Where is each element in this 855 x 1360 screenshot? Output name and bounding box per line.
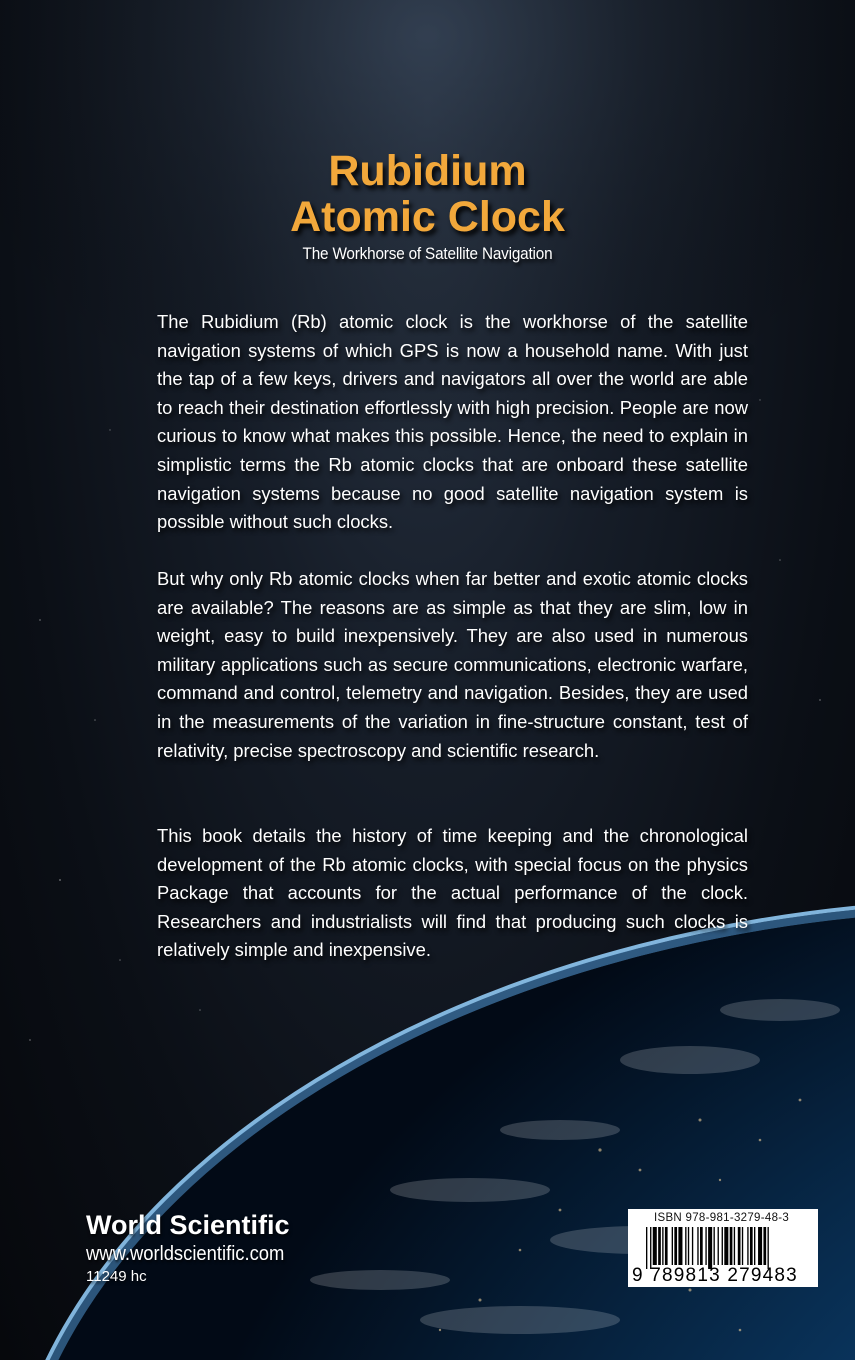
book-subtitle: The Workhorse of Satellite Navigation bbox=[302, 244, 553, 263]
book-title-line-1: Rubidium bbox=[328, 147, 527, 195]
book-title-line-2: Atomic Clock bbox=[290, 193, 565, 241]
publisher-name: World Scientific bbox=[86, 1210, 290, 1240]
title-block bbox=[0, 148, 855, 264]
publisher-url: www.worldscientific.com bbox=[86, 1243, 285, 1265]
catalog-code: 11249 hc bbox=[86, 1268, 147, 1285]
isbn-barcode bbox=[628, 1209, 818, 1287]
description-paragraph-3: This book details the history of time keeping and the chronological development of the Rb atomic clocks, with special focus on the physics Package that accounts for the actual performance of the clock. Researchers and industrialists will find that producing such clocks is relatively simple and inexpensive. bbox=[157, 825, 748, 961]
description-paragraph-2: But why only Rb atomic clocks when far better and exotic atomic clocks are available? The reasons are as simple as that they are slim, low in weight, easy to build inexpensively. They are also used in numerous military applications such as secure communications, electronic warfare, command and control, telemetry and navigation. Besides, they are used in the measurements of the variation in fine-structure constant, test of relativity, precise spectroscopy and scientific research. bbox=[157, 568, 748, 761]
isbn-label: ISBN 978-981-3279-48-3 bbox=[654, 1212, 790, 1224]
description-paragraph-1: The Rubidium (Rb) atomic clock is the workhorse of the satellite navigation systems of which GPS is now a household name. With just the tap of a few keys, drivers and navigators all over the world are able to reach their destination effortlessly with high precision. People are now curious to know what makes this possible. Hence, the need to explain in simplistic terms the Rb atomic clocks that are onboard these satellite navigation systems because no good satellite navigation system is possible without such clocks. bbox=[157, 311, 748, 533]
isbn-digits: 9 789813 279483 bbox=[632, 1265, 798, 1286]
publisher-block bbox=[86, 1208, 302, 1288]
